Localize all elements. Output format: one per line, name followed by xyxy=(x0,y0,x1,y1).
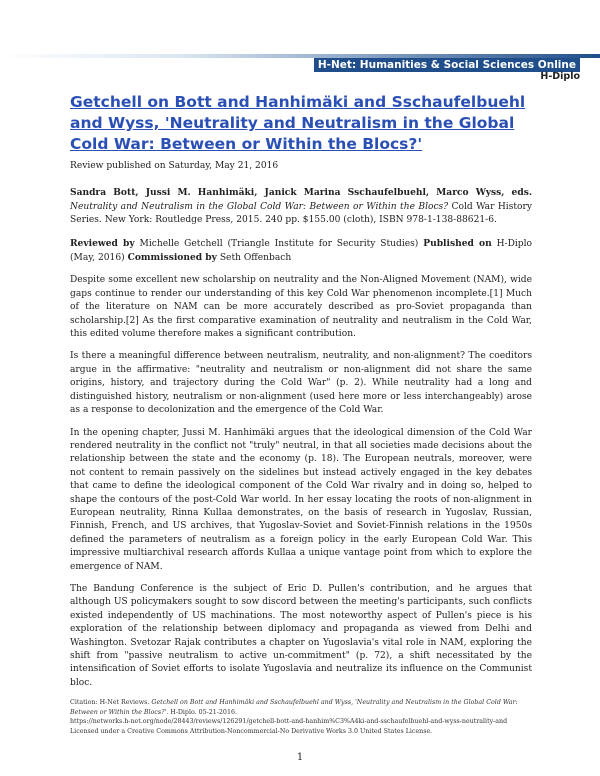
reviewed-by-label: Reviewed by xyxy=(70,237,135,249)
book-details: Cold War History Series. New York: Routledge Press, 2015. 240 pp. $155.00 (cloth), ISBN 978-1-138-88621-6. xyxy=(70,201,532,226)
body-paragraph: Despite some excellent new scholarship on neutrality and the Non-Aligned Movement (NAM), wide gaps continue to render our understanding of this key Cold War phenomenon incomplete.[1] Much of the literature on NAM can be more accurately described as pro-Soviet propaganda than scholarship.[2] As the first comparative examination of neutrality and neutralism in the Cold War, this edited volume therefore makes a significant contribution. xyxy=(70,275,532,340)
body-paragraph: In the opening chapter, Jussi M. Hanhimäki argues that the ideological dimension of the Cold War rendered neutrality in the conflict not "truly" neutral, in that all societies made decisions about the relationship between the state and the economy (p. 18). The European neutrals, moreover, were not content to remain passively on the sidelines but instead actively engaged in the key debates that came to define the ideological component of the Cold War rivalry and in doing so, helped to shape the contours of the post-Cold War world. In her essay locating the roots of non-alignment in European neutrality, Rinna Kullaa demonstrates, on the basis of research in Yugoslav, Russian, Finnish, French, and US archives, that Yugoslav-Soviet and Soviet-Finnish relations in the 1950s defined the parameters of neutralism as a foreign policy in the early European Cold War. This impressive multiarchival research affords Kullaa a unique vantage point from which to explore the emergence of NAM. xyxy=(70,427,532,572)
review-metadata xyxy=(70,237,532,266)
review-title-link[interactable]: Getchell on Bott and Hanhimäki and Sschaufelbuehl and Wyss, 'Neutrality and Neutralism in the Global Cold War: Between or Within the Blocs?' xyxy=(70,93,526,153)
commissioned-by-label: Commissioned by xyxy=(127,252,217,264)
site-banner-title: H-Net: Humanities & Social Sciences Online xyxy=(314,58,580,72)
footer-url-link[interactable]: https://networks.h-net.org/node/28443/reviews/126291/getchell-bott-and-hanhim%C3%A4ki-and-sschaufelbuehl-and-wyss-neutrality-and xyxy=(70,718,508,726)
body-paragraph: The Bandung Conference is the subject of Eric D. Pullen's contribution, and he argues that although US policymakers sought to sow discord between the meeting's participants, such conflicts existed independently of US machinations. The most noteworthy aspect of Pullen's piece is his exploration of the relationship between diplomacy and propaganda as viewed from Delhi and Washington. Svetozar Rajak contributes a chapter on Yugoslavia's vital role in NAM, exploring the shift from "passive neutralism to active un-commitment" (p. 72), a shift necessitated by the intensification of Soviet efforts to isolate Yugoslavia and neutralize its influence on the Communist bloc. xyxy=(70,583,532,688)
footer-citation-suffix: . H-Diplo. 05-21-2016. xyxy=(166,708,237,716)
reviewer-name: Michelle Getchell (Triangle Institute for Security Studies) xyxy=(139,238,419,249)
book-title: Neutrality and Neutralism in the Global Cold War: Between or Within the Blocs? xyxy=(70,201,449,212)
review-body xyxy=(70,160,532,699)
footer-citation-title: Getchell on Bott and Hanhimäki and Sschaufelbuehl and Wyss, 'Neutrality and Neutralism in the Global Cold War: Between or Within the Blocs?' xyxy=(70,699,518,716)
book-editors: Sandra Bott, Jussi M. Hanhimäki, Janick Marina Sschaufelbuehl, Marco Wyss, eds. xyxy=(70,187,532,199)
footer-citation-prefix: Citation: H-Net Reviews. xyxy=(70,699,150,706)
footer-citation xyxy=(70,698,532,717)
published-on-value: H-Diplo (May, 2016) xyxy=(70,238,532,264)
book-citation xyxy=(70,186,532,227)
page-footer xyxy=(70,698,532,736)
footer-license: Licensed under a Creative Commons Attribution-Noncommercial-No Derivative Works 3.0 United States License. xyxy=(70,727,433,735)
network-name: H-Diplo xyxy=(540,71,580,82)
commissioned-by-value: Seth Offenbach xyxy=(219,253,292,264)
page-number: 1 xyxy=(296,752,304,763)
publication-date: Review published on Saturday, May 21, 2016 xyxy=(70,161,279,171)
body-paragraph: Is there a meaningful difference between neutralism, neutrality, and non-alignment? The coeditors argue in the affirmative: "neutrality and neutralism or non-alignment did not share the same origins, history, and trajectory during the Cold War" (p. 2). While neutrality had a long and distinguished history, neutralism or non-alignment (used here more or less interchangeably) arose as a response to decolonization and the emergence of the Cold War. xyxy=(70,351,532,416)
published-on-label: Published on xyxy=(423,237,492,249)
